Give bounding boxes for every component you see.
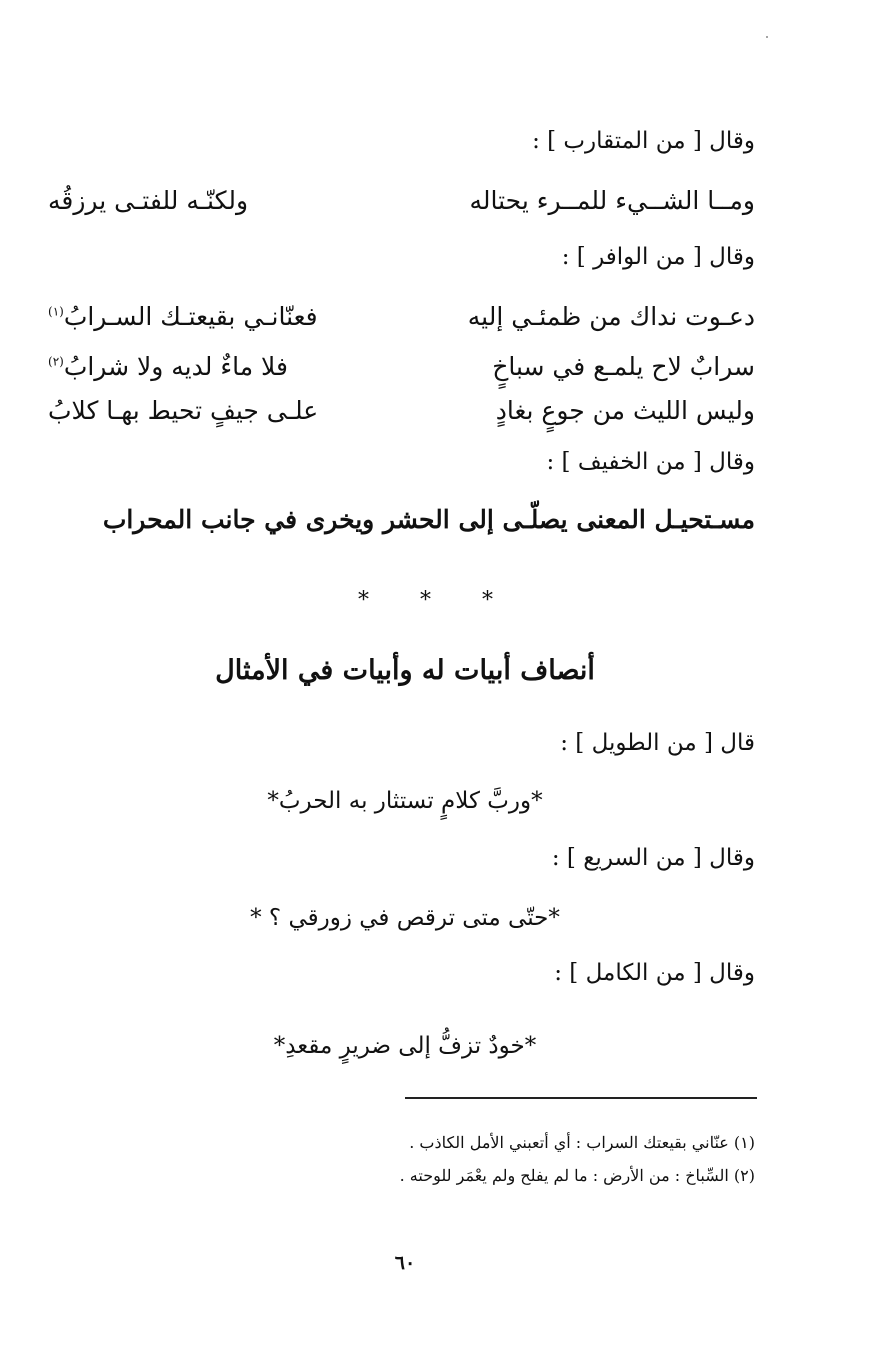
footnote-divider [405, 1097, 757, 1099]
footnote-2: (٢) السِّباخ : من الأرض : ما لم يفلح ولم يعْمَر للوحته . [399, 1166, 755, 1185]
half-verse-1: *وربَّ كلامٍ تستثار به الحربُ* [267, 788, 543, 814]
verse-line-1-first-hemistich: ومــا الشــيء للمــرء يحتاله [469, 186, 755, 215]
meter-intro-wafir: وقال [ من الوافر ] : [561, 244, 755, 270]
footnote-marker-2: (٢) [48, 354, 64, 369]
speck-mark [766, 36, 768, 38]
verse-line-3-second-hemistich-text: فلا ماءٌ لديه ولا شرابُ [63, 352, 288, 381]
verse-line-1 [48, 186, 755, 215]
footnote-marker-1: (١) [48, 304, 64, 319]
meter-intro-mutaqarib: وقال [ من المتقارب ] : [532, 128, 755, 154]
footnote-1: (١) عنّاني بقيعتك السراب : أي أتعبني الأمل الكاذب . [409, 1133, 755, 1152]
half-verse-2: *حتّى متى ترقص في زورقي ؟ * [250, 905, 560, 931]
verse-line-2-second-hemistich-text: فعنّانـي بقيعتـك السـرابُ [63, 302, 318, 331]
verse-line-2-second-hemistich [48, 302, 318, 331]
verse-line-3-second-hemistich [48, 352, 288, 381]
verse-line-4 [48, 396, 755, 425]
section-heading: أنصاف أبيات له وأبيات في الأمثال [215, 655, 595, 686]
verse-line-1-second-hemistich: ولكنّـه للفتـى يرزقُه [48, 186, 249, 215]
verse-line-4-second-hemistich: علـى جيفٍ تحيط بهـا كلابُ [48, 396, 319, 425]
meter-intro-sari: وقال [ من السريع ] : [551, 845, 755, 871]
meter-intro-tawil: قال [ من الطويل ] : [560, 730, 755, 756]
verse-line-3-first-hemistich: سرابٌ لاح يلمـع في سباخٍ [492, 352, 755, 381]
verse-line-2-first-hemistich: دعـوت نداك من ظمئـي إليه [467, 302, 755, 331]
verse-line-5-text: مسـتحيـل المعنى يصلّـى إلى الحشر ويخرى في جانب المحراب [102, 505, 755, 534]
meter-intro-khafif: وقال [ من الخفيف ] : [546, 449, 755, 475]
page-number: ٦٠ [394, 1252, 416, 1274]
verse-line-4-first-hemistich: وليس الليث من جوعٍ بغادٍ [495, 396, 755, 425]
verse-line-2 [48, 302, 755, 331]
verse-line-3 [48, 352, 755, 381]
meter-intro-kamil: وقال [ من الكامل ] : [554, 960, 755, 986]
verse-line-5 [48, 505, 755, 534]
section-separator: * * * [358, 588, 515, 613]
half-verse-3: *خودٌ تزفُّ إلى ضريرٍ مقعدِ* [273, 1033, 537, 1059]
